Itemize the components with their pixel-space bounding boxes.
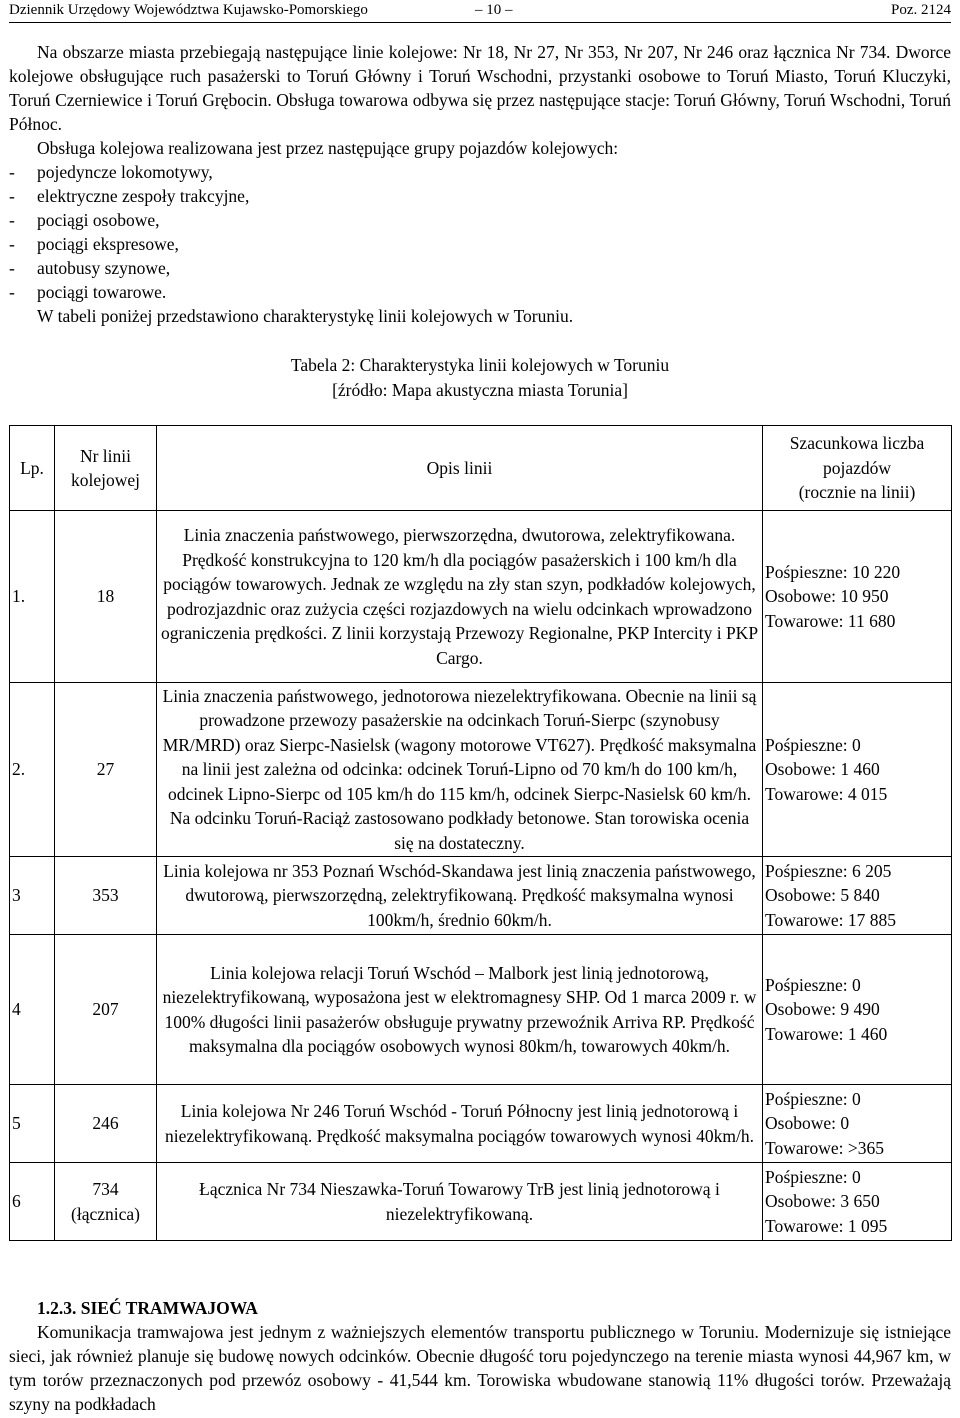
railway-lines-table [9, 425, 952, 1241]
table-row [10, 857, 952, 935]
intro-paragraph-table-ref: W tabeli poniżej przedstawiono charakterystykę linii kolejowych w Toruniu. [37, 306, 574, 326]
caption-title: Tabela 2: Charakterystyka linii kolejowych w Toruniu [290, 355, 670, 375]
row-vehicle-count: Pośpieszne: 0 Osobowe: 9 490 Towarowe: 1 460 [763, 935, 952, 1085]
row-lp: 1. [10, 511, 55, 683]
section-paragraph: Komunikacja tramwajowa jest jednym z ważniejszych elementów transportu publicznego w Toruniu. Modernizuje się istniejące sieci, jak również planuje się budowę nowych odcinków. Obecnie długość toru pojedynczego na terenie miasta wynosi 44,967 km, w tym torów przeznaczonych pod przewóz osobowy - 41,544 km. Torowiska wbudowane stanowią 11% długości torów. Przeważają szyny na podkładach [9, 1322, 951, 1414]
tram-network-section [9, 1296, 951, 1416]
list-item: - pociągi towarowe. [9, 282, 167, 302]
row-line-number: 353 [55, 857, 157, 935]
page-header [9, 0, 951, 23]
row-line-number: 207 [55, 935, 157, 1085]
list-item: - autobusy szynowe, [9, 258, 171, 278]
header-vehicle-count: Szacunkowa liczba pojazdów (rocznie na linii) [763, 426, 952, 511]
row-lp: 3 [10, 857, 55, 935]
row-vehicle-count: Pośpieszne: 10 220 Osobowe: 10 950 Towarowe: 11 680 [763, 511, 952, 683]
caption-source: [źródło: Mapa akustyczna miasta Torunia] [332, 380, 628, 400]
table-row [10, 1085, 952, 1163]
row-description: Linia kolejowa relacji Toruń Wschód ‒ Malbork jest linią jednotorową, niezelektryfikowaną, wyposażona jest w elektromagnesy SHP. Od 1 marca 2009 r. w 100% długości linii pasażerów obsługuje prywatny przewoźnik Arriva RP. Prędkość maksymalna dla pociągów osobowych wynosi 80km/h, towarowych 40km/h. [157, 935, 763, 1085]
intro-paragraph-vehicles: Obsługa kolejowa realizowana jest przez następujące grupy pojazdów kolejowych: [37, 138, 619, 158]
list-item: - elektryczne zespoły trakcyjne, [9, 186, 250, 206]
list-item: - pojedyncze lokomotywy, [9, 162, 213, 182]
header-line-number: Nr linii kolejowej [55, 426, 157, 511]
journal-title: Dziennik Urzędowy Województwa Kujawsko-Pomorskiego [9, 2, 368, 18]
vehicle-list [9, 160, 951, 304]
row-vehicle-count: Pośpieszne: 0 Osobowe: 0 Towarowe: >365 [763, 1085, 952, 1163]
row-description: Linia kolejowa Nr 246 Toruń Wschód - Toruń Północny jest linią jednotorową i niezelektryfikowaną. Prędkość maksymalna pociągów towarowych wynosi 40km/h. [157, 1085, 763, 1163]
table-row [10, 683, 952, 857]
row-vehicle-count: Pośpieszne: 0 Osobowe: 1 460 Towarowe: 4 015 [763, 683, 952, 857]
row-description: Linia znaczenia państwowego, jednotorowa niezelektryfikowana. Obecnie na linii są prowadzone przewozy pasażerskie na odcinkach Toruń-Sierpc (szynobusy MR/MRD) oraz Sierpc-Nasielsk (wagony motorowe VT627). Prędkość maksymalna na linii jest zależna od odcinka: odcinek Toruń-Lipno od 70 km/h do 100 km/h, odcinek Lipno-Sierpc od 105 km/h do 115 km/h, odcinek Sierpc-Nasielsk 60 km/h. Na odcinku Toruń-Raciąż zastosowano podkłady betonowe. Stan torowiska ocenia się na dostateczny. [157, 683, 763, 857]
row-lp: 5 [10, 1085, 55, 1163]
table-caption [0, 353, 960, 403]
row-description: Linia kolejowa nr 353 Poznań Wschód-Skandawa jest linią znaczenia państwowego, dwutorową, pierwszorzędną, zelektryfikowaną. Prędkość maksymalna wynosi 100km/h, średnio 60km/h. [157, 857, 763, 935]
row-line-number: 734 (łącznica) [55, 1163, 157, 1241]
intro-text [9, 40, 951, 328]
intro-paragraph-lines: Na obszarze miasta przebiegają następujące linie kolejowe: Nr 18, Nr 27, Nr 353, Nr 207, Nr 246 oraz łącznica Nr 734. Dworce kolejowe obsługujące ruch pasażerski to Toruń Główny i Toruń Wschodni, przystanki osobowe to Toruń Miasto, Toruń Kluczyki, Toruń Czerniewice i Toruń Grębocin. Obsługa towarowa odbywa się przez następujące stacje: Toruń Główny, Toruń Wschodni, Toruń Północ. [9, 42, 951, 134]
row-line-number: 18 [55, 511, 157, 683]
position-number: Poz. 2124 [891, 2, 951, 18]
table-row [10, 935, 952, 1085]
table-header-row [10, 426, 952, 511]
row-description: Łącznica Nr 734 Nieszawka-Toruń Towarowy TrB jest linią jednotorową i niezelektryfikowaną. [157, 1163, 763, 1241]
row-lp: 4 [10, 935, 55, 1085]
header-lp: Lp. [10, 426, 55, 511]
table-row [10, 1163, 952, 1241]
row-line-number: 246 [55, 1085, 157, 1163]
row-lp: 2. [10, 683, 55, 857]
row-line-number: 27 [55, 683, 157, 857]
header-description: Opis linii [157, 426, 763, 511]
row-vehicle-count: Pośpieszne: 6 205 Osobowe: 5 840 Towarowe: 17 885 [763, 857, 952, 935]
list-item: - pociągi osobowe, [9, 210, 160, 230]
page-number: – 10 – [475, 2, 513, 18]
table-row [10, 511, 952, 683]
section-heading: 1.2.3. SIEĆ TRAMWAJOWA [37, 1298, 258, 1318]
row-description: Linia znaczenia państwowego, pierwszorzędna, dwutorowa, zelektryfikowana. Prędkość konstrukcyjna to 120 km/h dla pociągów pasażerskich i 100 km/h dla pociągów towarowych. Jednak ze względu na zły stan szyn, podkładów kolejowych, podrozjazdnic oraz zużycia części rozjazdowych na wielu odcinkach wprowadzono ograniczenia prędkości. Z linii korzystają Przewozy Regionalne, PKP Intercity i PKP Cargo. [157, 511, 763, 683]
row-vehicle-count: Pośpieszne: 0 Osobowe: 3 650 Towarowe: 1 095 [763, 1163, 952, 1241]
row-lp: 6 [10, 1163, 55, 1241]
list-item: - pociągi ekspresowe, [9, 234, 179, 254]
